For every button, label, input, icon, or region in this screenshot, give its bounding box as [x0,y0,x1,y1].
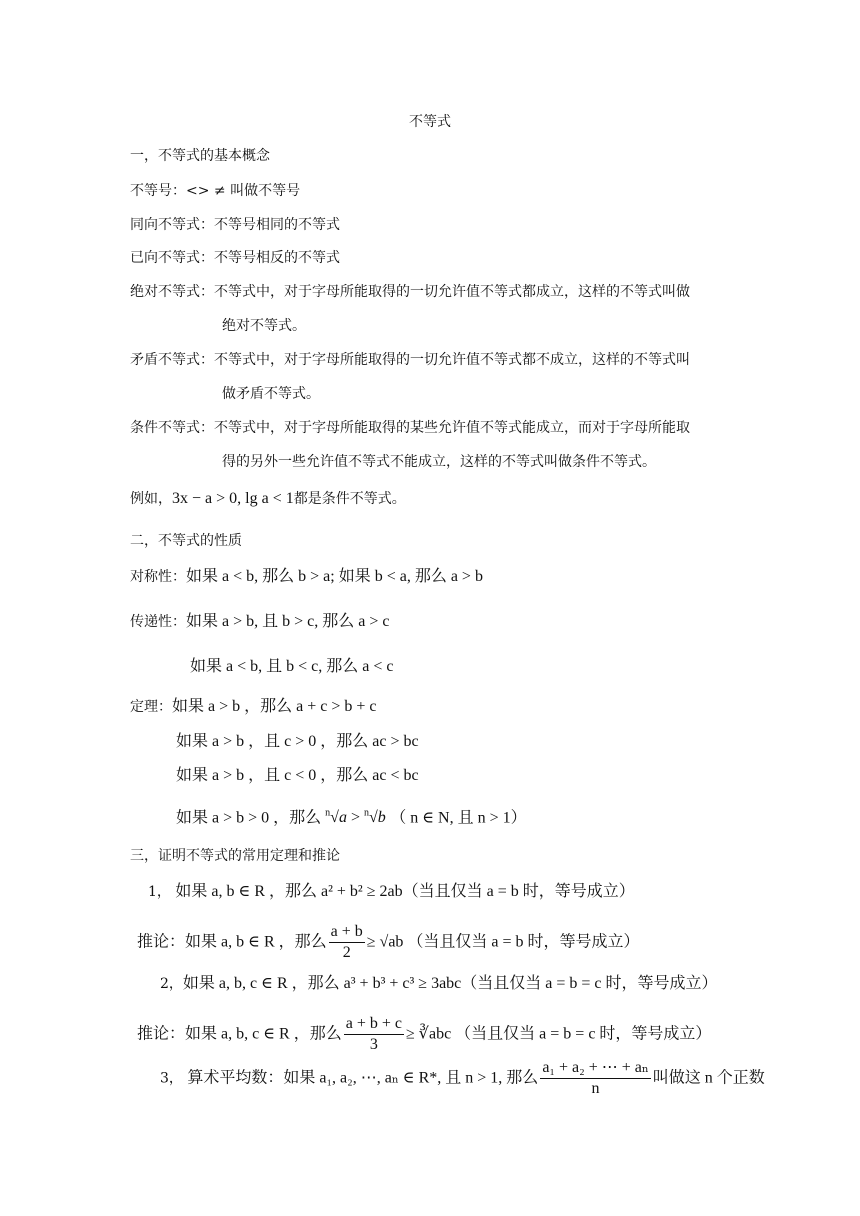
fraction-arithmetic-mean [540,1058,650,1099]
theorem-item-3-prefix: 算术平均数：如果 a₁, a₂, ⋯, aₙ ∈ R*, 且 n > 1, 那么 [187,1069,539,1087]
concept-contradictory-line1: 矛盾不等式：不等式中，对于字母所能取得的一切允许值不等式都不成立，这样的不等式叫 [130,352,690,368]
corollary-2 [137,1014,711,1055]
nth-root-expression: $^n$√a > $^n$√b [325,808,386,827]
symmetry-label: 对称性： [130,569,186,585]
theorem-3: 如果 a > b ，且 c < 0 ，那么 ac < bc [176,767,419,784]
transitivity-label: 传递性： [130,614,186,630]
concept-same-direction: 同向不等式：不等号相同的不等式 [130,217,340,233]
section-heading-concepts: 一，不等式的基本概念 [130,148,270,164]
theorem-item-1-number: 1， [148,884,171,900]
property-transitivity-2: 如果 a < b, 且 b < c, 那么 a < c [190,658,394,675]
transitivity-text-1: 如果 a > b, 且 b > c, 那么 a > c [186,613,390,630]
example-math: 3x − a > 0, lg a < 1 [172,490,294,507]
concept-inequality-sign: 不等号：<> ≠ 叫做不等号 [130,183,301,199]
theorem-4-domain: （ n ∈ N, 且 n > 1） [390,809,527,827]
fraction-numerator: a₁ + a₂ + ⋯ + aₙ [540,1058,650,1079]
theorem-2: 如果 a > b ，且 c > 0 ，那么 ac > bc [176,733,419,750]
theorem-item-3-number: 3， [160,1070,183,1087]
theorem-item-1 [148,882,635,902]
example-suffix: 都是条件不等式。 [293,491,406,507]
theorem-item-2 [160,974,718,994]
corollary-1-suffix: ≥ √ab （当且仅当 a = b 时，等号成立） [366,933,640,951]
fraction-denominator: 3 [369,1036,378,1053]
section-heading-theorems: 三，证明不等式的常用定理和推论 [130,848,340,864]
corollary-2-prefix: 推论：如果 a, b, c ∈ R ，那么 [137,1025,342,1043]
theorem-text-1: 如果 a > b ，那么 a + c > b + c [172,698,377,715]
theorem-label: 定理： [130,699,172,715]
page-title: 不等式 [409,114,451,130]
fraction-numerator: a + b [329,922,365,943]
concept-conditional-line2: 得的另外一些允许值不等式不能成立，这样的不等式叫做条件不等式。 [222,454,656,470]
property-symmetry [130,567,483,587]
corollary-1-prefix: 推论：如果 a, b ∈ R ，那么 [137,933,327,951]
property-transitivity-1 [130,612,389,632]
theorem-item-1-text: 如果 a, b ∈ R ，那么 a² + b² ≥ 2ab（当且仅当 a = b 时，等号成立） [175,883,635,900]
theorem-item-2-number: 2， [160,976,183,992]
theorem-item-2-text: 如果 a, b, c ∈ R ，那么 a³ + b³ + c³ ≥ 3abc（当且仅当 a = b = c 时，等号成立） [182,975,718,992]
theorem-1 [130,697,377,717]
concept-absolute-line1: 绝对不等式：不等式中，对于字母所能取得的一切允许值不等式都成立，这样的不等式叫做 [130,284,690,300]
fraction-denominator: n [591,1080,600,1097]
fraction-a-plus-b-plus-c-over-3 [344,1014,404,1055]
concept-contradictory-line2: 做矛盾不等式。 [222,386,320,402]
fraction-denominator: 2 [342,944,351,961]
symmetry-text: 如果 a < b, 那么 b > a; 如果 b < a, 那么 a > b [186,568,483,585]
fraction-a-plus-b-over-2 [329,922,365,963]
concept-conditional-line1: 条件不等式：不等式中，对于字母所能取得的某些允许值不等式能成立，而对于字母所能取 [130,420,690,436]
concept-opposite-direction: 已向不等式：不等号相反的不等式 [130,250,340,266]
corollary-1 [137,922,640,963]
theorem-4 [176,804,527,828]
example-prefix: 例如， [130,491,172,507]
concept-example [130,489,406,509]
theorem-item-3-suffix: 叫做这 n 个正数 [652,1069,765,1087]
theorem-4-condition: 如果 a > b > 0 ，那么 [176,809,326,827]
fraction-numerator: a + b + c [344,1014,404,1035]
corollary-2-suffix: ≥ ∛abc （当且仅当 a = b = c 时，等号成立） [405,1025,712,1043]
theorem-item-3 [160,1058,765,1099]
concept-absolute-line2: 绝对不等式。 [222,318,306,334]
section-heading-properties: 二，不等式的性质 [130,533,242,549]
